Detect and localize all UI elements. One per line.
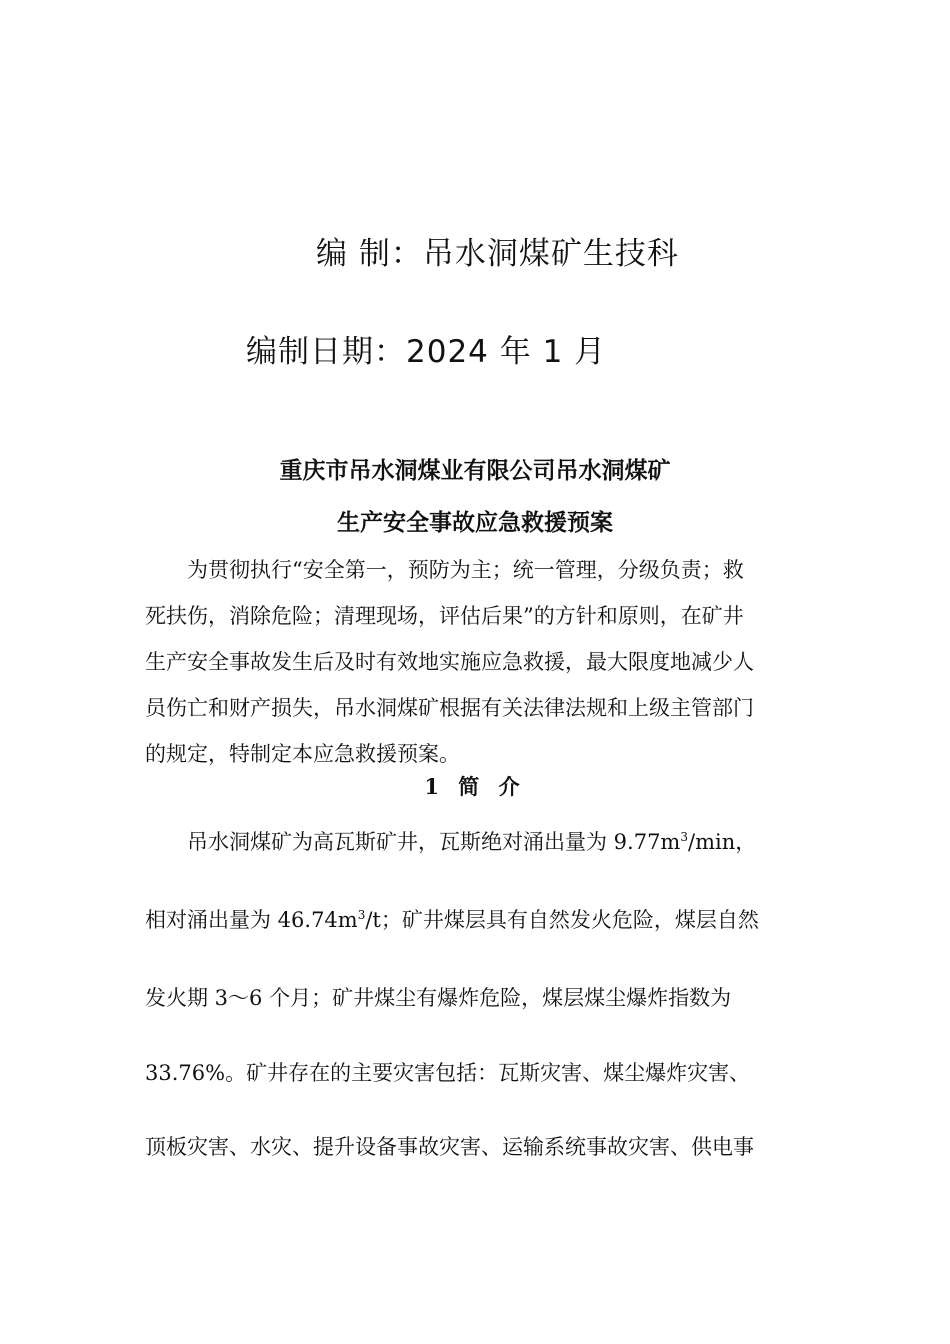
section1-line: 相对涌出量为 $46.74m^3/t$；矿井煤层具有自然发火危险，煤层自然 — [145, 908, 759, 932]
document-title-plan: 生产安全事故应急救援预案 — [337, 509, 613, 536]
section1-line: 顶板灾害、水灾、提升设备事故灾害、运输系统事故灾害、供电事 — [145, 1135, 754, 1159]
compile-date-line: 编制日期：2024 年 1 月 — [246, 334, 607, 370]
intro-line: 死扶伤，消除危险；清理现场，评估后果”的方针和原则，在矿井 — [145, 604, 744, 628]
compiler-line: 编 制：吊水洞煤矿生技科 — [316, 236, 679, 272]
section1-line: 33.76%。矿井存在的主要灾害包括：瓦斯灾害、煤尘爆炸灾害、 — [145, 1061, 751, 1085]
superscript: 3 — [680, 830, 688, 844]
section-heading: 1 简 介 — [424, 774, 526, 799]
section1-line: 发火期 3～6 个月；矿井煤尘有爆炸危险，煤层煤尘爆炸指数为 — [145, 986, 732, 1010]
intro-line: 员伤亡和财产损失，吊水洞煤矿根据有关法律法规和上级主管部门 — [145, 696, 754, 720]
superscript: 3 — [357, 908, 366, 922]
section1-line: 吊水洞煤矿为高瓦斯矿井，瓦斯绝对涌出量为 $9.77m^3/\min$， — [187, 830, 757, 854]
intro-line: 的规定，特制定本应急救援预案。 — [145, 742, 460, 766]
intro-line: 生产安全事故发生后及时有效地实施应急救援，最大限度地减少人 — [145, 650, 754, 674]
intro-line: 为贯彻执行“安全第一，预防为主；统一管理，分级负责；救 — [187, 558, 744, 582]
intro-paragraph — [145, 547, 807, 777]
document-title-company: 重庆市吊水洞煤业有限公司吊水洞煤矿 — [279, 457, 671, 484]
